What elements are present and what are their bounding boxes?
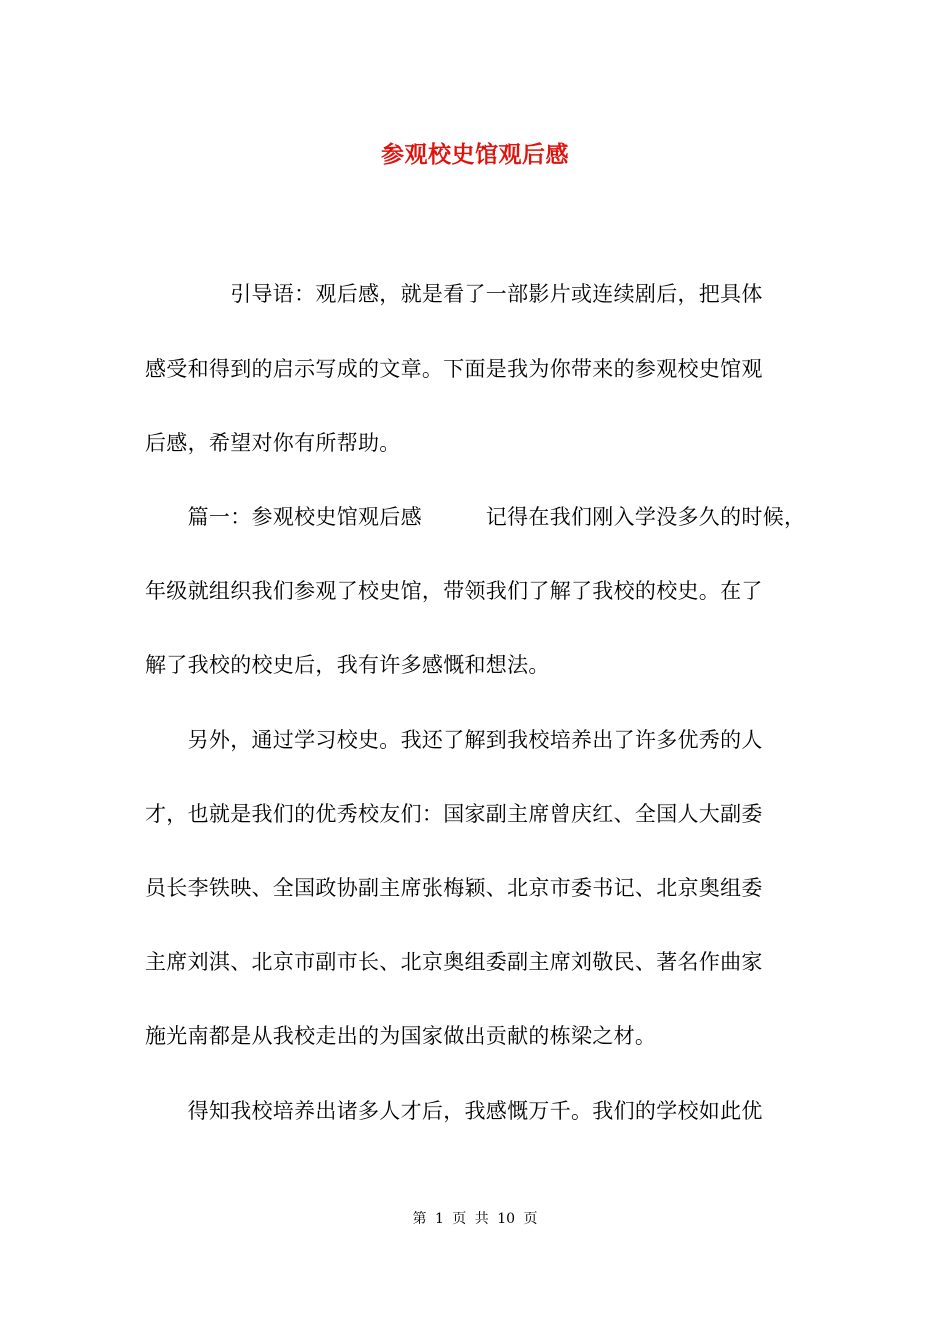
body-line: 施光南都是从我校走出的为国家做出贡献的栋梁之材。 [145,1024,657,1048]
body-line: 另外，通过学习校史。我还了解到我校培养出了许多优秀的人 [145,728,763,752]
body-line: 篇一：参观校史馆观后感 记得在我们刚入学没多久的时候， [145,505,806,529]
body-line: 后感，希望对你有所帮助。 [145,431,401,455]
body-line: 才，也就是我们的优秀校友们：国家副主席曾庆红、全国人大副委 [145,802,763,826]
body-line: 得知我校培养出诸多人才后，我感慨万千。我们的学校如此优 [145,1099,763,1123]
body-line: 员长李铁映、全国政协副主席张梅颖、北京市委书记、北京奥组委 [145,876,763,900]
body-line: 引导语：观后感，就是看了一部影片或连续剧后，把具体 [145,282,763,306]
page-footer: 第 1 页 共 10 页 [412,1211,538,1227]
body-line: 解了我校的校史后，我有许多感慨和想法。 [145,653,550,677]
body-line: 主席刘淇、北京市副市长、北京奥组委副主席刘敬民、著名作曲家 [145,950,763,974]
body-line: 年级就组织我们参观了校史馆，带领我们了解了我校的校史。在了 [145,579,763,603]
document-title: 参观校史馆观后感 [381,141,569,168]
body-line: 感受和得到的启示写成的文章。下面是我为你带来的参观校史馆观 [145,357,763,381]
